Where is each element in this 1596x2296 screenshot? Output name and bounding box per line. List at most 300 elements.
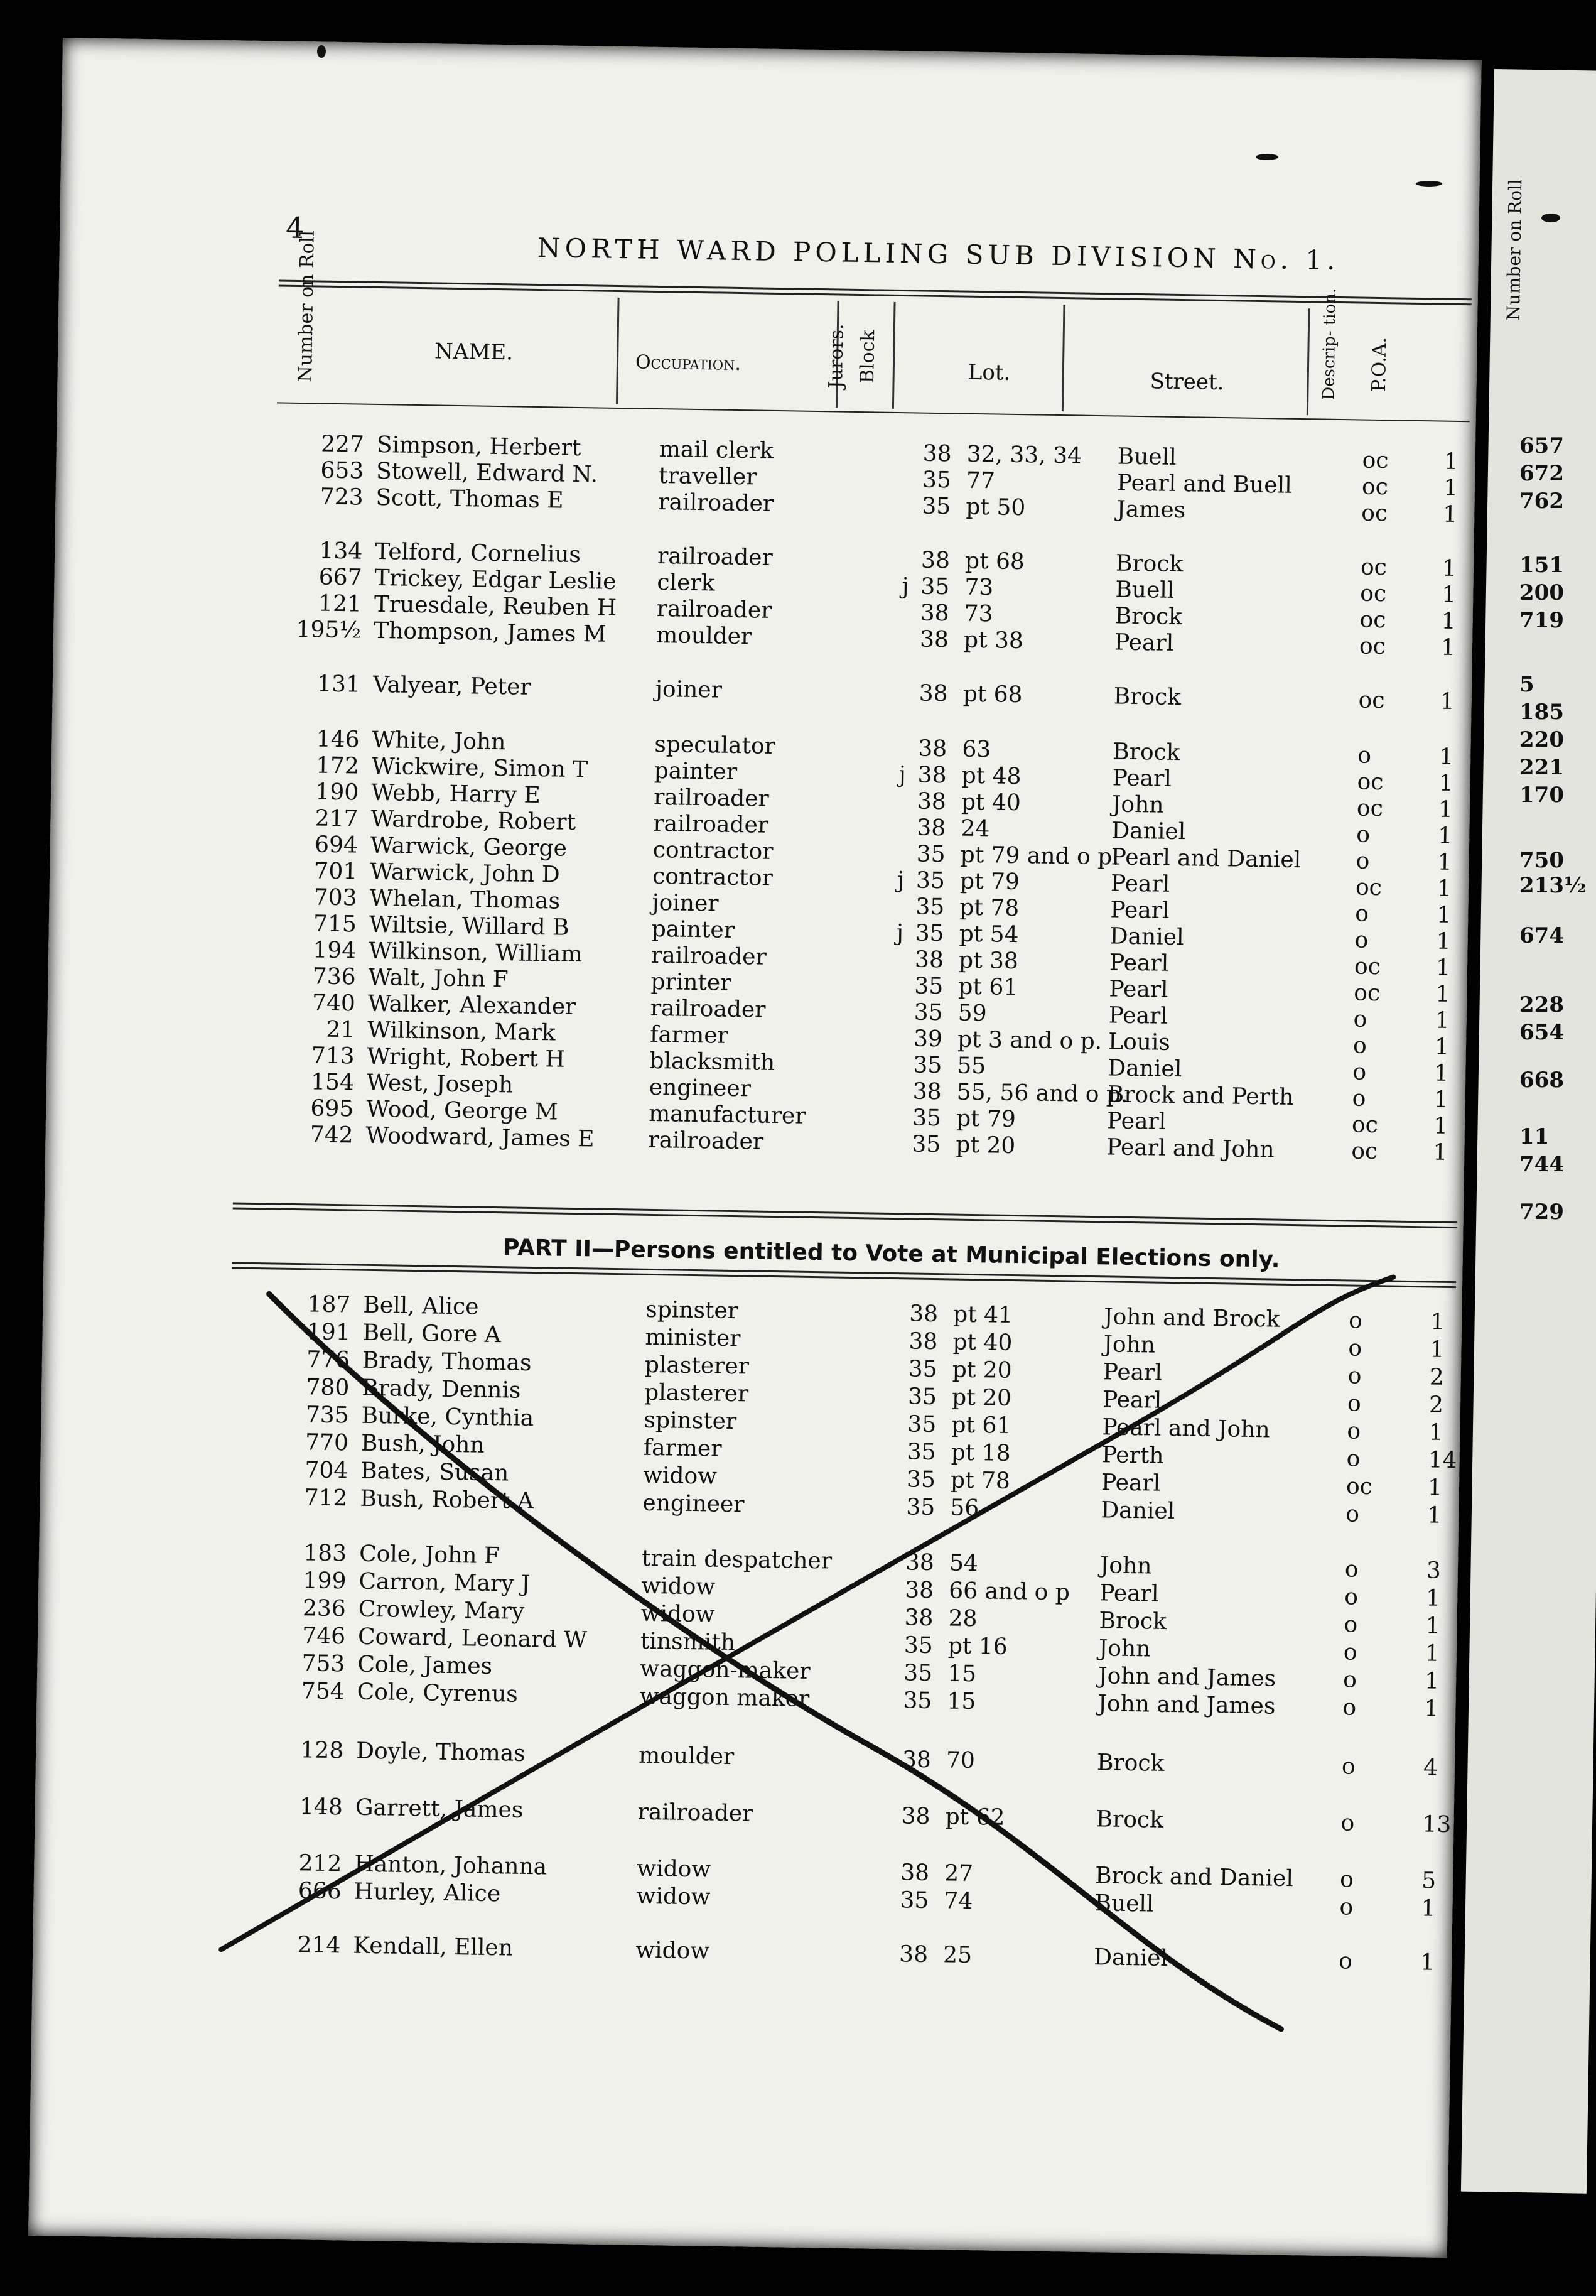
occupation: moulder [655,622,752,650]
roll-number: 667 [318,564,362,591]
street: John and Brock [1103,1304,1280,1333]
occupation: railroader [637,1799,753,1827]
poa: 4 [1423,1755,1438,1781]
voter-name: Bell, Gore A [362,1319,502,1348]
lot: pt 41 [952,1301,1013,1329]
juror-mark: j [902,573,909,600]
col-name: NAME. [434,338,514,366]
lot: pt 20 [952,1356,1012,1384]
voter-name: Brady, Dennis [361,1375,521,1404]
lot: 25 [942,1942,973,1969]
occupation: moulder [638,1742,735,1770]
description: o [1344,1584,1359,1610]
side-roll-number: 762 [1519,489,1564,514]
description: o [1339,1866,1354,1893]
block: 35 [914,999,943,1026]
block: 35 [907,1411,937,1438]
side-roll-number: 151 [1519,553,1564,578]
side-roll-number: 185 [1519,700,1564,725]
block: 35 [915,920,944,947]
side-roll-number: 170 [1519,782,1564,808]
poa: 1 [1425,1613,1440,1639]
block: 38 [905,1549,935,1576]
side-roll-number: 11 [1519,1124,1550,1149]
roll-number: 715 [313,911,357,938]
description: oc [1345,1473,1373,1500]
description: o [1342,1667,1357,1693]
poa: 1 [1424,1696,1439,1722]
description: oc [1360,580,1387,607]
street: Pearl and John [1106,1134,1275,1163]
block: 35 [906,1494,935,1521]
poa: 1 [1434,1060,1449,1086]
occupation: spinster [645,1296,739,1324]
side-roll-number: 220 [1519,727,1564,752]
lot: pt 68 [962,681,1023,708]
poa: 1 [1427,1475,1443,1501]
street: Brock [1114,603,1183,631]
poa: 1 [1437,849,1452,875]
occupation: plasterer [644,1351,750,1380]
occupation: widow [635,1937,710,1964]
description: o [1346,1446,1361,1472]
roll-number: 134 [319,538,363,565]
col-poa: P.O.A. [1367,337,1391,393]
street: Pearl [1099,1580,1159,1607]
side-roll-number: 213½ [1519,873,1587,898]
street: Pearl [1114,629,1174,656]
roll-number: 753 [301,1650,345,1677]
voter-name: Wardrobe, Robert [370,806,576,835]
side-roll-number: 654 [1519,1020,1564,1045]
occupation: joiner [652,889,719,917]
juror-mark: j [898,762,907,788]
poa: 2 [1429,1364,1444,1390]
lot: 15 [947,1660,977,1687]
lot: pt 50 [966,494,1026,521]
description: o [1348,1335,1362,1362]
occupation: railroader [658,489,774,517]
voter-name: Scott, Thomas E [375,484,564,514]
occupation: tinsmith [640,1628,736,1656]
block: 35 [920,573,950,600]
side-roll-number: 200 [1519,580,1564,605]
street: Perth [1101,1442,1164,1469]
block: 38 [917,762,947,789]
roll-number: 723 [320,484,364,511]
block: 38 [898,1941,929,1968]
occupation: clerk [657,569,715,597]
side-roll-number: 729 [1519,1199,1564,1225]
voter-name: Bates, Susan [360,1458,509,1486]
voter-name: Simpson, Herbert [376,431,581,462]
street: John and James [1097,1663,1276,1692]
occupation: spinster [644,1407,737,1435]
description: o [1356,821,1371,848]
street: Pearl and Daniel [1111,844,1302,874]
block: 38 [905,1577,934,1604]
document-page [28,38,1482,2258]
poa: 1 [1424,1668,1440,1694]
voter-name: Wiltsie, Willard B [369,911,569,941]
description: o [1340,1810,1355,1836]
description: o [1352,1059,1367,1085]
voter-name: Stowell, Edward N. [375,458,598,488]
description: o [1343,1639,1357,1665]
poa: 1 [1438,744,1454,770]
description: o [1344,1611,1358,1638]
street: Pearl [1106,1108,1167,1135]
lot: 56 [950,1495,979,1522]
voter-name: Trickey, Edgar Leslie [374,565,617,595]
block: 35 [916,841,946,868]
description: o [1347,1363,1362,1389]
block: 38 [920,600,949,627]
lot: pt 20 [951,1384,1012,1411]
voter-name: Wilkinson, Mark [367,1017,556,1046]
occupation: plasterer [644,1379,749,1407]
occupation: engineer [649,1074,752,1102]
lot: pt 61 [951,1412,1011,1439]
street: Pearl [1110,870,1170,897]
poa: 14 [1428,1447,1457,1474]
col-lot: Lot. [968,359,1011,386]
poa: 2 [1428,1392,1444,1418]
street: Pearl [1109,950,1169,977]
block: 35 [903,1687,932,1714]
poa: 1 [1433,1139,1448,1166]
voter-name: Hanton, Johanna [354,1851,547,1880]
roll-number: 21 [326,1016,355,1043]
voter-name: Crowley, Mary [358,1596,525,1625]
street: Daniel [1109,923,1184,951]
street: Buell [1094,1890,1154,1917]
roll-number: 740 [311,990,356,1017]
poa: 1 [1436,928,1451,955]
poa: 1 [1438,770,1453,796]
col-description: Descrip- tion. [1319,288,1340,400]
roll-number: 746 [302,1623,346,1650]
poa: 5 [1421,1868,1437,1894]
roll-number: 154 [310,1069,355,1096]
part2-title: PART II—Persons entitled to Vote at Municipal Elections only. [502,1235,1280,1273]
street: Daniel [1108,1055,1182,1083]
cross-stroke-up [221,1259,1393,1968]
description: oc [1351,1138,1378,1165]
side-roll-number: 750 [1519,848,1564,873]
scan-speck [1256,154,1278,160]
lot: pt 38 [963,627,1024,654]
block: 39 [913,1026,943,1053]
poa: 1 [1442,555,1457,582]
lot: 59 [957,1000,987,1027]
occupation: manufacturer [648,1100,806,1129]
block: 38 [918,735,947,762]
roll-number: 735 [305,1402,349,1429]
roll-number: 187 [307,1291,351,1318]
description: o [1342,1694,1357,1721]
occupation: railroader [650,995,766,1023]
block: 35 [906,1466,936,1493]
block: 35 [922,467,952,494]
roll-number: 703 [313,884,357,911]
voter-name: Woodward, James E [365,1122,595,1152]
occupation: widow [636,1883,711,1910]
lot: pt 78 [950,1467,1011,1494]
description: oc [1358,687,1385,714]
roll-number: 770 [305,1429,349,1456]
roll-number: 712 [304,1485,348,1512]
lot: 77 [966,467,996,494]
street: Daniel [1101,1497,1175,1525]
description: o [1355,901,1369,927]
description: oc [1355,874,1383,901]
lot: pt 18 [951,1439,1011,1466]
voter-name: Bush, Robert A [360,1485,534,1515]
voter-name: Wright, Robert H [367,1043,566,1073]
description: o [1347,1418,1361,1444]
voter-name: Bell, Alice [363,1292,479,1320]
street: Brock [1096,1750,1165,1777]
voter-name: Hurley, Alice [353,1878,501,1907]
lot: 66 and o p [949,1578,1070,1606]
description: oc [1354,953,1381,980]
occupation: engineer [642,1490,745,1518]
lot: pt 40 [961,789,1022,816]
block: 38 [904,1605,934,1632]
occupation: railroader [650,942,767,970]
voter-name: Walker, Alexander [367,990,576,1021]
description: o [1341,1753,1356,1780]
description: oc [1357,769,1384,796]
lot: pt 68 [964,548,1025,575]
voter-name: West, Joseph [366,1069,514,1098]
description: o [1353,1006,1367,1032]
poa: 1 [1437,875,1452,902]
side-page-header: Number on Roll [1502,178,1526,321]
occupation: farmer [649,1021,729,1049]
poa: 1 [1420,1949,1435,1976]
lot: pt 54 [959,921,1019,948]
poa: 1 [1443,448,1459,475]
poa: 1 [1437,902,1452,928]
description: oc [1359,607,1386,634]
occupation: farmer [643,1434,722,1462]
street: Daniel [1093,1944,1168,1972]
side-roll-number: 657 [1519,433,1564,458]
voter-name: Garrett, James [355,1794,524,1823]
street: Buell [1115,577,1175,604]
side-roll-number: 221 [1519,755,1564,780]
description: oc [1361,474,1389,501]
voter-name: White, John [372,727,506,755]
page-number: 4 [285,210,305,246]
block: 35 [912,1131,941,1158]
street: Louis [1108,1029,1171,1056]
block: 38 [917,788,947,815]
block: 35 [900,1887,929,1914]
block: 38 [901,1803,930,1830]
description: o [1348,1308,1363,1334]
street: John [1099,1552,1152,1579]
block: 35 [915,867,946,894]
poa: 1 [1433,1113,1448,1139]
street: Pearl [1108,1002,1168,1029]
block: 35 [908,1356,937,1383]
voter-name: Cole, James [357,1651,493,1680]
description: o [1345,1501,1360,1527]
lot: pt 78 [959,894,1020,922]
voter-name: Valyear, Peter [372,671,531,700]
side-roll-number: 719 [1519,608,1564,633]
block: 38 [919,626,949,653]
poa: 1 [1425,1585,1441,1611]
cross-stroke-down [258,1294,1293,2028]
occupation: traveller [658,462,757,490]
roll-number: 146 [316,726,360,753]
block: 35 [903,1660,933,1687]
side-roll-number: 744 [1519,1152,1564,1177]
voter-name: Wood, George M [365,1096,558,1125]
description: oc [1351,1112,1379,1139]
roll-number: 754 [301,1678,345,1705]
occupation: railroader [657,543,774,571]
poa: 1 [1438,796,1453,823]
roll-number: 199 [303,1568,347,1595]
lot: pt 79 [959,868,1020,896]
occupation: railroader [656,595,772,624]
street: Pearl [1103,1359,1163,1386]
roll-number: 736 [312,963,356,990]
occupation: blacksmith [649,1048,775,1076]
col-street: Street. [1150,369,1224,396]
street: Pearl [1102,1387,1162,1414]
voter-name: Kendall, Ellen [353,1932,514,1961]
block: 38 [914,946,944,973]
occupation: widow [642,1462,718,1490]
block: 38 [900,1860,930,1887]
street: Brock [1096,1806,1164,1833]
juror-mark: j [896,920,904,946]
block: 35 [903,1632,934,1659]
roll-number: 191 [306,1319,350,1346]
block: 38 [922,440,952,467]
occupation: contractor [652,837,774,865]
street: John [1111,791,1164,818]
lot: 28 [948,1605,978,1632]
voter-name: Cole, John F [359,1541,500,1569]
scan-speck [317,45,326,58]
poa: 1 [1430,1336,1445,1363]
lot: 24 [961,815,990,842]
poa: 1 [1440,634,1456,661]
roll-number: 227 [320,431,365,458]
scan-speck [1541,214,1560,222]
poa: 1 [1434,1034,1450,1060]
scan-speck [1416,181,1442,187]
occupation: mail clerk [659,436,774,464]
block: 38 [902,1746,932,1773]
voter-name: Thompson, James M [373,617,607,647]
poa: 3 [1426,1557,1442,1584]
roll-number: 704 [305,1457,348,1484]
lot: 73 [964,574,994,601]
poa: 1 [1441,608,1456,634]
roll-number: 131 [316,671,361,698]
occupation: railroader [653,784,770,812]
occupation: widow [641,1573,716,1600]
lot: 32, 33, 34 [966,441,1082,469]
street: Brock [1113,683,1182,711]
roll-number: 183 [303,1540,347,1567]
roll-number: 172 [315,752,360,779]
block: 35 [912,1105,942,1132]
lot: 15 [947,1688,976,1715]
description: o [1338,1948,1353,1974]
block: 38 [909,1328,938,1355]
street: Pearl and John [1102,1414,1270,1443]
roll-number: 776 [306,1346,350,1373]
lot: 27 [944,1860,974,1887]
poa: 1 [1440,688,1455,715]
poa: 1 [1435,955,1451,981]
roll-number: 194 [313,937,357,964]
occupation: speculator [654,731,776,759]
street: John and James [1097,1691,1276,1719]
block: 38 [917,815,946,842]
street: John [1103,1331,1156,1358]
description: o [1352,1085,1366,1112]
description: o [1357,742,1372,769]
block: 35 [914,973,944,1000]
col-number-on-roll: Number on Roll [294,230,319,382]
roll-number: 217 [315,805,359,832]
side-roll-number: 668 [1519,1068,1564,1093]
street: Brock and Daniel [1094,1863,1294,1892]
lot: pt 20 [956,1132,1016,1159]
col-occupation: Occupation. [635,351,741,376]
street: Pearl and Buell [1116,470,1293,499]
block: 35 [915,894,945,921]
description: oc [1354,980,1381,1007]
lot: 70 [946,1747,976,1774]
description: o [1347,1390,1362,1417]
occupation: printer [650,968,731,996]
voter-name: Cole, Cyrenus [357,1679,519,1708]
block: 35 [907,1439,936,1466]
poa: 1 [1433,1086,1448,1113]
description: oc [1359,633,1386,660]
occupation: painter [651,916,735,943]
roll-number: 148 [299,1794,343,1821]
voter-name: Warwick, John D [369,858,561,888]
block: 38 [912,1078,942,1105]
lot: pt 38 [958,947,1019,975]
voter-name: Bush, John [360,1430,485,1458]
block: 35 [922,493,951,520]
street: Daniel [1111,818,1186,845]
lot: pt 62 [945,1804,1005,1831]
occupation: joiner [655,676,723,703]
voter-name: Wilkinson, William [368,938,583,968]
roll-number: 701 [314,858,358,885]
description: oc [1361,500,1388,527]
lot: 55, 56 and o p. [956,1079,1128,1108]
roll-number: 195½ [296,616,362,644]
roll-number: 666 [298,1878,342,1905]
lot: 54 [949,1550,979,1577]
voter-name: Carron, Mary J [359,1568,531,1597]
